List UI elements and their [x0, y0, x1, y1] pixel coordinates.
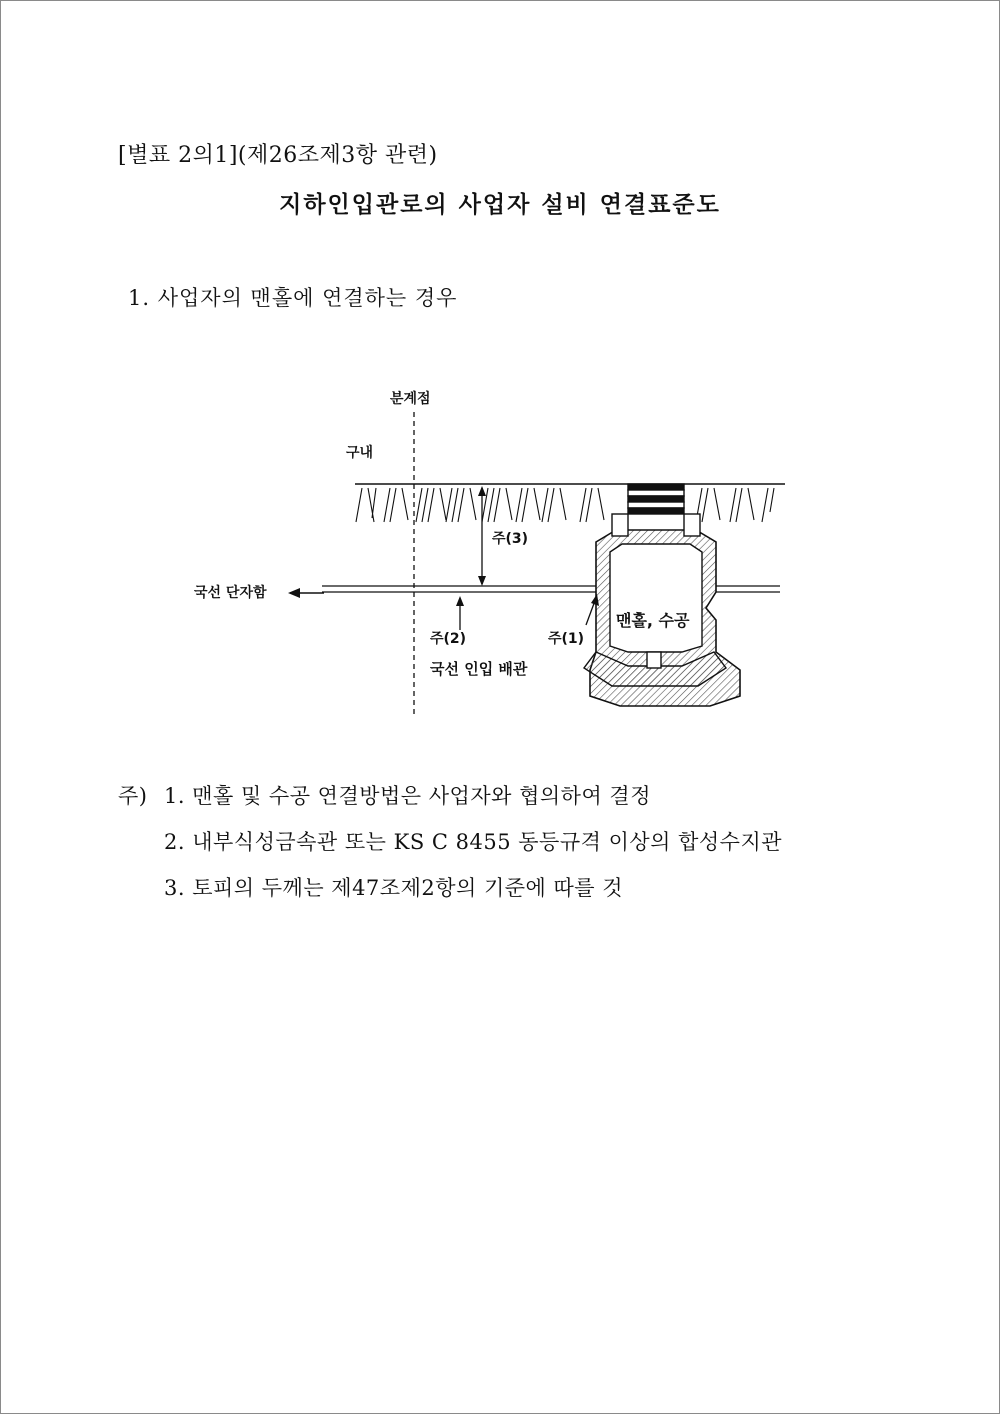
note-item-3: 3. 토피의 두께는 제47조제2항의 기준에 따를 것 — [164, 876, 624, 900]
label-note2: 주(2) — [430, 631, 467, 647]
appendix-label: [별표 2의1](제26조제3항 관련) — [118, 143, 438, 168]
label-note3: 주(3) — [492, 531, 529, 547]
section-heading: 1. 사업자의 맨홀에 연결하는 경우 — [128, 286, 458, 310]
label-service-conduit: 국선 인입 배관 — [430, 660, 528, 678]
manhole-chamber — [610, 544, 702, 652]
label-manhole: 맨홀, 수공 — [616, 611, 690, 630]
neck-right — [684, 514, 700, 536]
notes-prefix: 주) — [118, 784, 148, 808]
label-note1: 주(1) — [548, 631, 585, 647]
document-title: 지하인입관로의 사업자 설비 연결표준도 — [279, 191, 721, 218]
note-item-2: 2. 내부식성금속관 또는 KS C 8455 동등규격 이상의 합성수지관 — [164, 830, 783, 854]
soil-hatch — [356, 488, 774, 522]
label-terminal-box: 국선 단자함 — [194, 585, 267, 601]
note-item-1: 1. 맨홀 및 수공 연결방법은 사업자와 협의하여 결정 — [164, 784, 651, 808]
manhole-cover — [628, 484, 684, 514]
label-premises: 구내 — [346, 445, 374, 461]
connection-diagram — [150, 370, 830, 730]
label-demarcation-point: 분계점 — [390, 391, 431, 407]
neck-left — [612, 514, 628, 536]
sump — [647, 652, 661, 668]
